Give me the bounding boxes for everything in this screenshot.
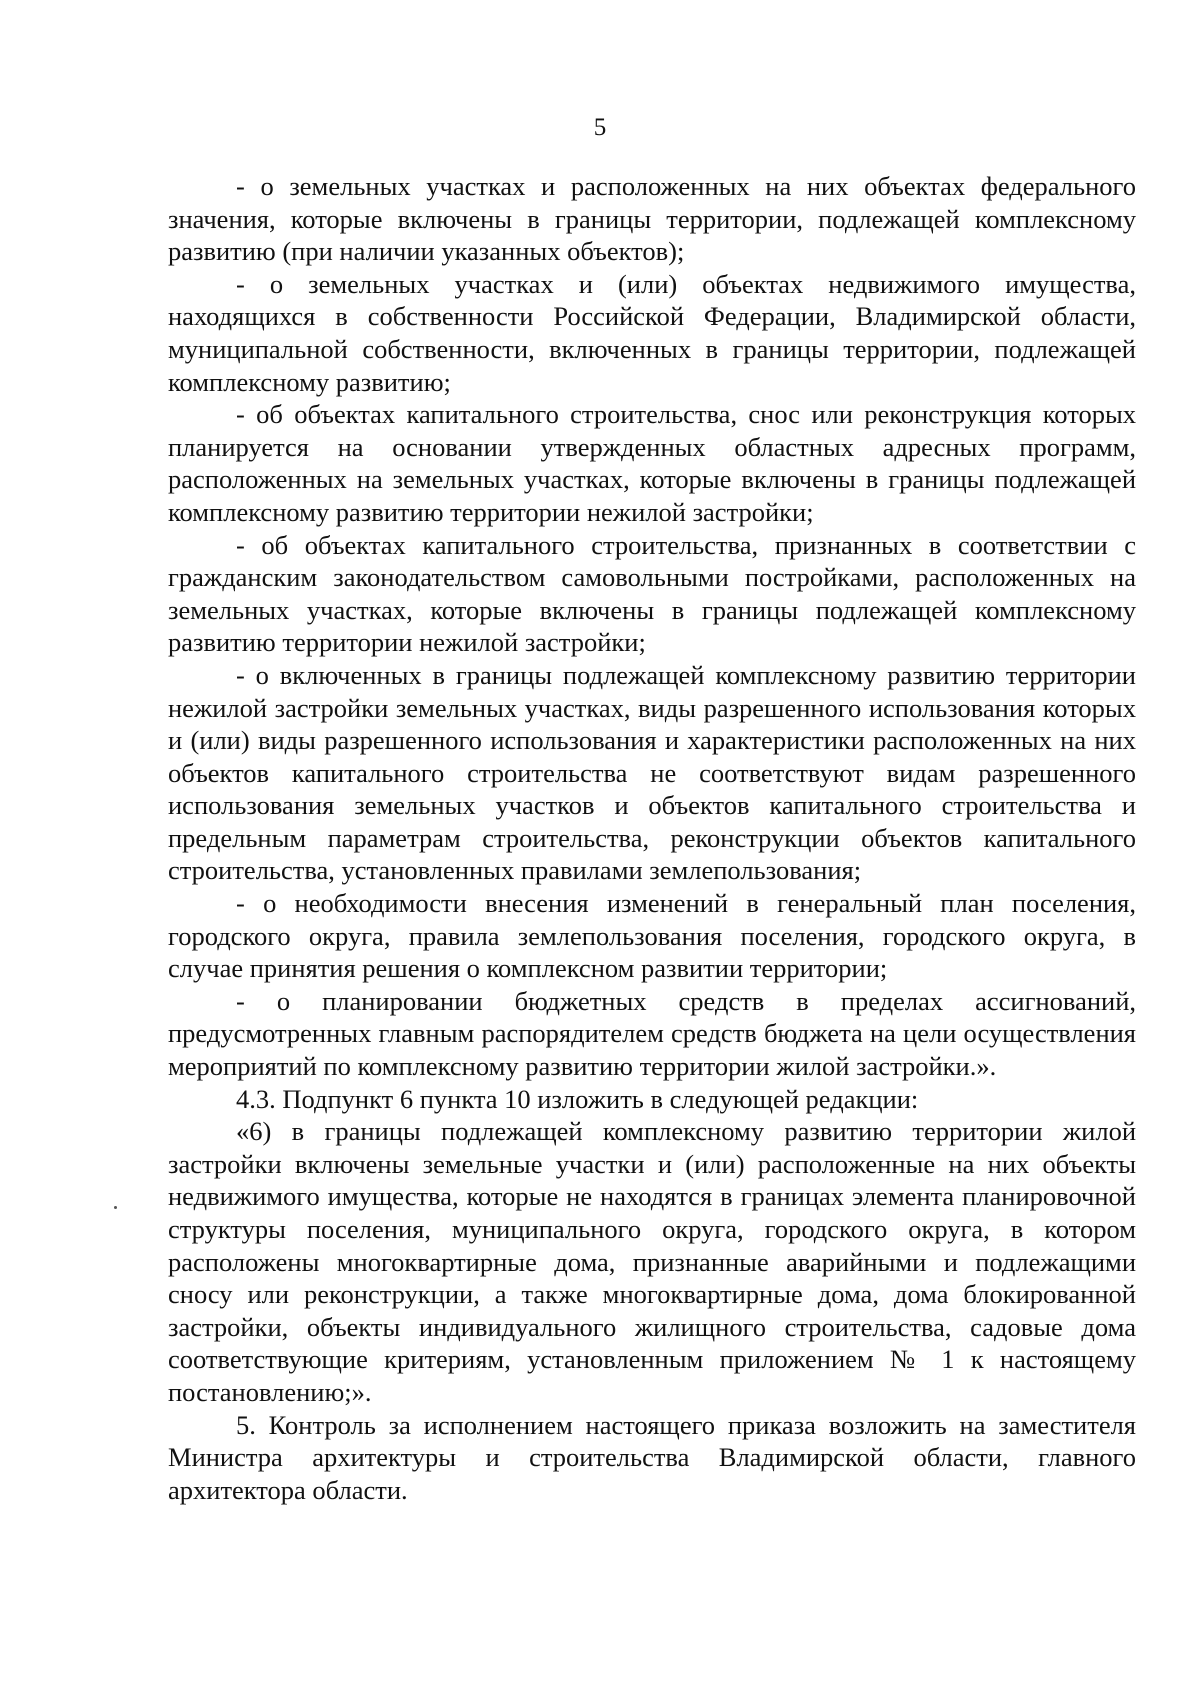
- paragraph-permitted-use: - о включенных в границы подлежащей комплексному развитию территории нежилой застройки земельных участках, виды разрешенного использования которых и (или) виды разрешенного использования и характеристики расположенных на них объектов капитального строительства не соответствуют видам разрешенного использования земельных участков и объектов капитального строительства и предельным параметрам строительства, реконструкции объектов капитального строительства, установленных правилами землепользования;: [168, 659, 1136, 886]
- document-body: [168, 170, 1136, 1506]
- paragraph-control-clause-5: 5. Контроль за исполнением настоящего приказа возложить на заместителя Министра архитектуры и строительства Владимирской области, главного архитектора области.: [168, 1409, 1136, 1505]
- paragraph-property-ownership: - о земельных участках и (или) объектах недвижимого имущества, находящихся в собственности Российской Федерации, Владимирской области, муниципальной собственности, включенных в границы территории, подлежащей комплексному развитию;: [168, 268, 1136, 397]
- page-number: 5: [593, 114, 607, 141]
- paragraph-subclause-6: «6) в границы подлежащей комплексному развитию территории жилой застройки включены земельные участки и (или) расположенные на них объекты недвижимого имущества, которые не находятся в границах элемента планировочной структуры поселения, муниципального округа, городского округа, в котором расположены многоквартирные дома, признанные аварийными и подлежащими сносу или реконструкции, а также многоквартирные дома, дома блокированной застройки, объекты индивидуального жилищного строительства, садовые дома соответствующие критериям, установленным приложением № 1 к настоящему постановлению;».: [168, 1116, 1136, 1407]
- scan-speck: [114, 1206, 117, 1209]
- paragraph-unauthorized-buildings: - об объектах капитального строительства, признанных в соответствии с гражданским законодательством самовольными постройками, расположенных на земельных участках, которые включены в границы подлежащей комплексному развитию территории нежилой застройки;: [168, 529, 1136, 658]
- paragraph-demolition-programs: - об объектах капитального строительства, снос или реконструкция которых планируется на основании утвержденных областных адресных программ, расположенных на земельных участках, которые включены в границы подлежащей комплексному развитию территории нежилой застройки;: [168, 399, 1136, 527]
- paragraph-budget-planning: - о планировании бюджетных средств в пределах ассигнований, предусмотренных главным распорядителем средств бюджета на цели осуществления мероприятий по комплексному развитию территории жилой застройки.».: [168, 985, 1136, 1082]
- paragraph-federal-objects: - о земельных участках и расположенных на них объектах федерального значения, которые включены в границы территории, подлежащей комплексному развитию (при наличии указанных объектов);: [168, 171, 1136, 267]
- paragraph-subclause-4-3: 4.3. Подпункт 6 пункта 10 изложить в следующей редакции:: [236, 1083, 919, 1114]
- paragraph-general-plan-changes: - о необходимости внесения изменений в генеральный план поселения, городского округа, правила землепользования поселения, городского округа, в случае принятия решения о комплексном развитии территории;: [168, 888, 1136, 984]
